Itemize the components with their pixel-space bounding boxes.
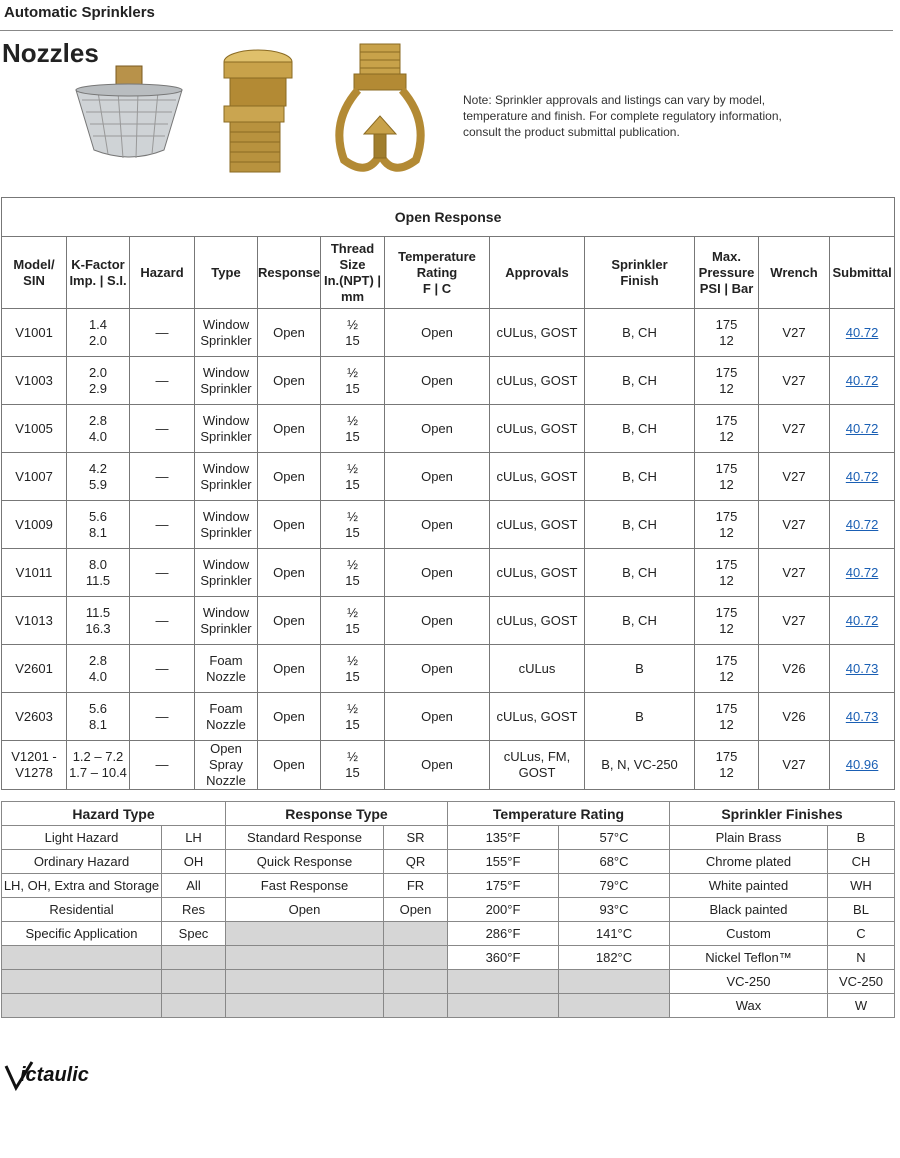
cell-type: Window Sprinkler: [195, 309, 258, 357]
legend-temp-c: 79°C: [559, 874, 670, 898]
col-type: Type: [195, 237, 258, 309]
cell-finish: B, N, VC-250: [585, 741, 695, 790]
submittal-link[interactable]: 40.72: [845, 564, 879, 580]
legend-finish-name: White painted: [670, 874, 828, 898]
cell-finish: B: [585, 693, 695, 741]
legend-response-code: [384, 946, 448, 970]
legend-finish-code: VC-250: [828, 970, 895, 994]
col-approvals: Approvals: [490, 237, 585, 309]
legend-row: [2, 970, 895, 994]
cell-thread: ½ 15: [321, 549, 385, 597]
col-temp: Temperature Rating F | C: [385, 237, 490, 309]
cell-model: V1005: [2, 405, 67, 453]
submittal-link[interactable]: 40.73: [845, 708, 879, 724]
cell-submittal: [830, 309, 895, 357]
cell-model: V2603: [2, 693, 67, 741]
cell-temperature: Open: [385, 357, 490, 405]
col-pressure: Max. Pressure PSI | Bar: [695, 237, 759, 309]
cell-finish: B, CH: [585, 597, 695, 645]
logo-text: ictaulic: [20, 1064, 89, 1086]
table-row: [2, 741, 895, 790]
legend-hazard-name: LH, OH, Extra and Storage: [2, 874, 162, 898]
legend-temp-f: 175°F: [448, 874, 559, 898]
col-model: Model/ SIN: [2, 237, 67, 309]
legend-response-code: FR: [384, 874, 448, 898]
cell-kfactor: 11.5 16.3: [67, 597, 130, 645]
page-title: Nozzles: [2, 38, 99, 68]
cell-submittal: [830, 597, 895, 645]
legend-hazard-code: All: [162, 874, 226, 898]
cell-approvals: cULus, FM, GOST: [490, 741, 585, 790]
legend-temp-c: 68°C: [559, 850, 670, 874]
cell-wrench: V27: [759, 597, 830, 645]
legend-response-name: Open: [226, 898, 384, 922]
legend-response-code: [384, 994, 448, 1018]
cell-kfactor: 2.8 4.0: [67, 645, 130, 693]
cell-hazard: —: [130, 741, 195, 790]
cell-finish: B: [585, 645, 695, 693]
submittal-link[interactable]: 40.72: [845, 420, 879, 436]
table-row: [2, 549, 895, 597]
table-row: [2, 357, 895, 405]
col-finish: Sprinkler Finish: [585, 237, 695, 309]
cell-hazard: —: [130, 309, 195, 357]
legend-finish-name: Custom: [670, 922, 828, 946]
cell-finish: B, CH: [585, 405, 695, 453]
cell-approvals: cULus, GOST: [490, 309, 585, 357]
cell-response: Open: [258, 501, 321, 549]
legend-response-code: SR: [384, 826, 448, 850]
table-row: [2, 453, 895, 501]
cell-kfactor: 2.0 2.9: [67, 357, 130, 405]
cell-pressure: 175 12: [695, 549, 759, 597]
legend-finish-code: N: [828, 946, 895, 970]
legend-response-name: Standard Response: [226, 826, 384, 850]
cell-finish: B, CH: [585, 357, 695, 405]
legend-table: [1, 801, 895, 1018]
cell-model: V1007: [2, 453, 67, 501]
legend-temp-c: 57°C: [559, 826, 670, 850]
cell-kfactor: 5.6 8.1: [67, 501, 130, 549]
legend-finish-name: Chrome plated: [670, 850, 828, 874]
legend-temp-f: 155°F: [448, 850, 559, 874]
cell-submittal: [830, 549, 895, 597]
cell-approvals: cULus, GOST: [490, 693, 585, 741]
cell-model: V1011: [2, 549, 67, 597]
legend-finish-name: Wax: [670, 994, 828, 1018]
cell-model: V1003: [2, 357, 67, 405]
cell-approvals: cULus: [490, 645, 585, 693]
cell-temperature: Open: [385, 693, 490, 741]
table-row: [2, 501, 895, 549]
col-response: Response: [258, 237, 321, 309]
cell-hazard: —: [130, 453, 195, 501]
cell-response: Open: [258, 645, 321, 693]
cell-submittal: [830, 645, 895, 693]
legend-row: [2, 898, 895, 922]
cell-kfactor: 4.2 5.9: [67, 453, 130, 501]
cell-type: Foam Nozzle: [195, 693, 258, 741]
legend-temp-f: 200°F: [448, 898, 559, 922]
legend-hazard-code: [162, 946, 226, 970]
cell-thread: ½ 15: [321, 501, 385, 549]
cell-response: Open: [258, 741, 321, 790]
cell-wrench: V27: [759, 453, 830, 501]
cell-kfactor: 5.6 8.1: [67, 693, 130, 741]
cell-temperature: Open: [385, 405, 490, 453]
cell-kfactor: 1.4 2.0: [67, 309, 130, 357]
cell-response: Open: [258, 597, 321, 645]
cell-wrench: V27: [759, 501, 830, 549]
legend-temp-c: 93°C: [559, 898, 670, 922]
submittal-link[interactable]: 40.72: [845, 468, 879, 484]
cell-hazard: —: [130, 645, 195, 693]
legend-hazard-code: [162, 970, 226, 994]
approvals-note: Note: Sprinkler approvals and listings can vary by model, temperature and finish. For complete regulatory information, consult the product submittal publication.: [463, 93, 782, 139]
foam-nozzle-icon: [224, 50, 292, 172]
cell-wrench: V27: [759, 549, 830, 597]
legend-temp-c: 182°C: [559, 946, 670, 970]
cell-hazard: —: [130, 357, 195, 405]
legend-response-code: Open: [384, 898, 448, 922]
cell-model: V1001: [2, 309, 67, 357]
cell-response: Open: [258, 405, 321, 453]
submittal-link[interactable]: 40.72: [845, 324, 879, 340]
cell-kfactor: 2.8 4.0: [67, 405, 130, 453]
cell-type: Open Spray Nozzle: [195, 741, 258, 790]
cell-pressure: 175 12: [695, 453, 759, 501]
cell-pressure: 175 12: [695, 741, 759, 790]
legend-finish-code: BL: [828, 898, 895, 922]
cell-hazard: —: [130, 549, 195, 597]
cell-temperature: Open: [385, 309, 490, 357]
legend-finish-name: Black painted: [670, 898, 828, 922]
cell-approvals: cULus, GOST: [490, 453, 585, 501]
table-row: [2, 693, 895, 741]
legend-header-response: Response Type: [226, 802, 448, 826]
cell-pressure: 175 12: [695, 597, 759, 645]
legend-temp-c: [559, 970, 670, 994]
legend-temp-f: 135°F: [448, 826, 559, 850]
legend-hazard-code: OH: [162, 850, 226, 874]
cell-type: Window Sprinkler: [195, 453, 258, 501]
legend-finish-code: B: [828, 826, 895, 850]
legend-response-name: [226, 946, 384, 970]
open-response-table: [1, 197, 895, 790]
col-thread: Thread Size In.(NPT) | mm: [321, 237, 385, 309]
cell-wrench: V27: [759, 741, 830, 790]
legend-temp-f: [448, 994, 559, 1018]
cell-temperature: Open: [385, 453, 490, 501]
cell-hazard: —: [130, 597, 195, 645]
legend-finish-code: C: [828, 922, 895, 946]
cell-type: Window Sprinkler: [195, 501, 258, 549]
legend-finish-name: Nickel Teflon™: [670, 946, 828, 970]
cell-kfactor: 1.2 – 7.2 1.7 – 10.4: [67, 741, 130, 790]
legend-hazard-code: LH: [162, 826, 226, 850]
legend-hazard-name: [2, 994, 162, 1018]
legend-response-name: Quick Response: [226, 850, 384, 874]
cell-response: Open: [258, 357, 321, 405]
legend-row: [2, 922, 895, 946]
cell-approvals: cULus, GOST: [490, 501, 585, 549]
legend-response-code: [384, 922, 448, 946]
cell-type: Window Sprinkler: [195, 405, 258, 453]
header-title: Automatic Sprinklers: [4, 4, 155, 21]
cell-temperature: Open: [385, 501, 490, 549]
cell-model: V2601: [2, 645, 67, 693]
col-wrench: Wrench: [759, 237, 830, 309]
cell-wrench: V27: [759, 357, 830, 405]
cell-wrench: V27: [759, 405, 830, 453]
cell-thread: ½ 15: [321, 309, 385, 357]
table-caption: Open Response: [2, 198, 895, 237]
legend-temp-c: [559, 994, 670, 1018]
cell-thread: ½ 15: [321, 693, 385, 741]
cell-temperature: Open: [385, 645, 490, 693]
legend-header-temperature: Temperature Rating: [448, 802, 670, 826]
col-kfactor: K-Factor Imp. | S.I.: [67, 237, 130, 309]
cell-approvals: cULus, GOST: [490, 597, 585, 645]
cell-model: V1201 - V1278: [2, 741, 67, 790]
cell-hazard: —: [130, 405, 195, 453]
legend-response-name: [226, 994, 384, 1018]
submittal-link[interactable]: 40.72: [845, 516, 879, 532]
cell-pressure: 175 12: [695, 501, 759, 549]
submittal-link[interactable]: 40.72: [845, 612, 879, 628]
cell-response: Open: [258, 309, 321, 357]
cell-submittal: [830, 405, 895, 453]
cell-submittal: [830, 357, 895, 405]
cell-wrench: V26: [759, 645, 830, 693]
cell-pressure: 175 12: [695, 693, 759, 741]
submittal-link[interactable]: 40.72: [845, 372, 879, 388]
legend-response-code: [384, 970, 448, 994]
cell-thread: ½ 15: [321, 405, 385, 453]
legend-header-finishes: Sprinkler Finishes: [670, 802, 895, 826]
legend-temp-f: [448, 970, 559, 994]
legend-hazard-code: Res: [162, 898, 226, 922]
cell-approvals: cULus, GOST: [490, 405, 585, 453]
legend-hazard-name: Ordinary Hazard: [2, 850, 162, 874]
legend-finish-code: W: [828, 994, 895, 1018]
cell-thread: ½ 15: [321, 597, 385, 645]
cell-response: Open: [258, 453, 321, 501]
cell-pressure: 175 12: [695, 645, 759, 693]
cell-finish: B, CH: [585, 549, 695, 597]
cell-pressure: 175 12: [695, 309, 759, 357]
table-row: [2, 645, 895, 693]
cell-model: V1013: [2, 597, 67, 645]
legend-hazard-name: Residential: [2, 898, 162, 922]
legend-row: [2, 946, 895, 970]
submittal-link[interactable]: 40.96: [845, 757, 879, 772]
cell-type: Foam Nozzle: [195, 645, 258, 693]
cell-submittal: [830, 501, 895, 549]
col-hazard: Hazard: [130, 237, 195, 309]
cell-kfactor: 8.0 11.5: [67, 549, 130, 597]
submittal-link[interactable]: 40.73: [845, 660, 879, 676]
cell-response: Open: [258, 549, 321, 597]
legend-finish-name: VC-250: [670, 970, 828, 994]
cell-pressure: 175 12: [695, 405, 759, 453]
cell-pressure: 175 12: [695, 357, 759, 405]
legend-row: [2, 826, 895, 850]
legend-hazard-name: [2, 970, 162, 994]
cell-wrench: V26: [759, 693, 830, 741]
cell-finish: B, CH: [585, 501, 695, 549]
cell-type: Window Sprinkler: [195, 357, 258, 405]
spray-nozzle-icon: [339, 44, 420, 168]
legend-finish-code: WH: [828, 874, 895, 898]
victaulic-logo: [4, 1060, 134, 1094]
legend-hazard-name: [2, 946, 162, 970]
legend-row: [2, 850, 895, 874]
cell-temperature: Open: [385, 549, 490, 597]
legend-row: [2, 874, 895, 898]
cell-model: V1009: [2, 501, 67, 549]
legend-temp-f: 286°F: [448, 922, 559, 946]
product-images: [68, 42, 428, 182]
cell-type: Window Sprinkler: [195, 597, 258, 645]
legend-hazard-code: Spec: [162, 922, 226, 946]
cell-wrench: V27: [759, 309, 830, 357]
cell-thread: ½ 15: [321, 645, 385, 693]
legend-response-code: QR: [384, 850, 448, 874]
cell-submittal: [830, 693, 895, 741]
basket-strainer-nozzle-icon: [76, 66, 182, 158]
table-row: [2, 405, 895, 453]
legend-hazard-name: Light Hazard: [2, 826, 162, 850]
cell-submittal: [830, 453, 895, 501]
legend-finish-code: CH: [828, 850, 895, 874]
cell-temperature: Open: [385, 597, 490, 645]
cell-finish: B, CH: [585, 453, 695, 501]
cell-finish: B, CH: [585, 309, 695, 357]
cell-thread: ½ 15: [321, 453, 385, 501]
table-row: [2, 597, 895, 645]
legend-response-name: Fast Response: [226, 874, 384, 898]
legend-hazard-name: Specific Application: [2, 922, 162, 946]
cell-response: Open: [258, 693, 321, 741]
legend-temp-f: 360°F: [448, 946, 559, 970]
cell-thread: ½ 15: [321, 741, 385, 790]
cell-approvals: cULus, GOST: [490, 549, 585, 597]
header-divider: [0, 30, 893, 31]
legend-hazard-code: [162, 994, 226, 1018]
table-row: [2, 309, 895, 357]
cell-type: Window Sprinkler: [195, 549, 258, 597]
cell-hazard: —: [130, 693, 195, 741]
legend-response-name: [226, 922, 384, 946]
cell-approvals: cULus, GOST: [490, 357, 585, 405]
col-submittal: Submittal: [830, 237, 895, 309]
legend-temp-c: 141°C: [559, 922, 670, 946]
legend-row: [2, 994, 895, 1018]
cell-temperature: Open: [385, 741, 490, 790]
cell-thread: ½ 15: [321, 357, 385, 405]
legend-finish-name: Plain Brass: [670, 826, 828, 850]
legend-header-hazard: Hazard Type: [2, 802, 226, 826]
legend-response-name: [226, 970, 384, 994]
cell-hazard: —: [130, 501, 195, 549]
cell-submittal: [830, 741, 895, 790]
